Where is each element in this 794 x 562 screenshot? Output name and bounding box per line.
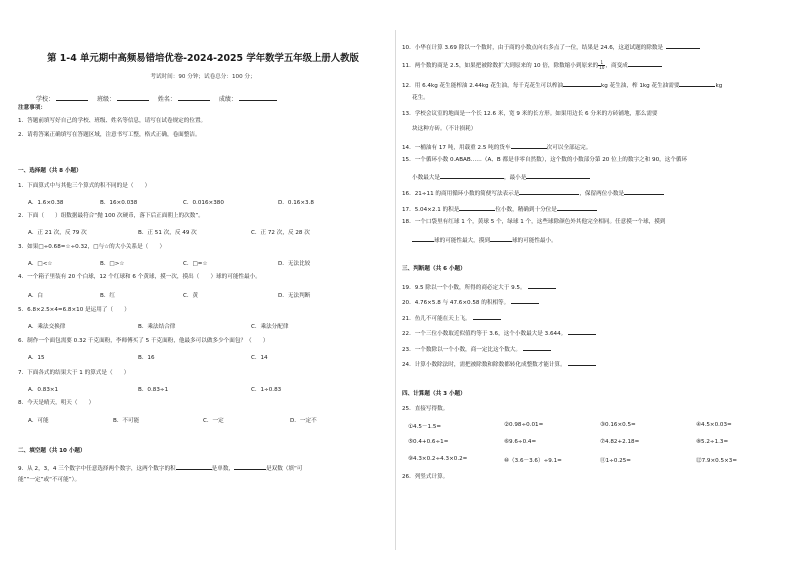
- q8-option-c[interactable]: C．一定: [203, 418, 224, 424]
- school-label: 学校：: [36, 96, 55, 103]
- q9-line1: 9．从 2，3，4 三个数字中任意选择两个数字，这两个数字的积 是单数， 是双数（填“可: [18, 463, 303, 473]
- q7-stem: 7．下面各式的结果大于 1 的算式是（ ）: [18, 370, 130, 376]
- section4-heading: 四、计算题（共 3 小题）: [402, 391, 466, 397]
- q17: 17．5.04×2.1 的积是 位小数，精确到十分位是: [402, 204, 597, 214]
- q26-stem: 26．列竖式计算。: [402, 474, 449, 480]
- calc-row-3: [408, 456, 778, 466]
- q19: 19．9.5 除以一个小数，所得的商必定大于 9.5。: [402, 282, 556, 292]
- q11-blank[interactable]: [628, 60, 662, 67]
- q4-option-b[interactable]: B．红: [100, 293, 116, 299]
- q5-option-b[interactable]: B．乘法结合律: [138, 324, 176, 330]
- q16-blank-2[interactable]: [624, 188, 664, 195]
- q15-blank-2[interactable]: [526, 172, 590, 179]
- calc-item: ⑫7.9×0.5×3=: [696, 458, 738, 464]
- q7-option-a[interactable]: A．0.83×1: [28, 387, 59, 393]
- q12-blank-1[interactable]: [563, 80, 601, 87]
- q22-answer[interactable]: [568, 328, 596, 335]
- q22: 22．一个三位小数取近似值约等于 3.6，这个小数最大是 3.644。: [402, 328, 596, 338]
- q9-line2: 能”“一定”或“不可能”）。: [18, 477, 81, 483]
- calc-item: ⑩（3.6－3.6）÷9.1=: [504, 458, 562, 464]
- q18-blank-2[interactable]: [490, 235, 512, 242]
- score-blank: [239, 94, 277, 101]
- calc-item: ②0.98÷0.01=: [504, 422, 544, 428]
- q24: 24．计算小数除法时，需把被除数和除数都转化成整数才能计算。: [402, 359, 596, 369]
- q8-option-b[interactable]: B．不可能: [113, 418, 140, 424]
- q6-option-c[interactable]: C．14: [251, 355, 268, 361]
- q1-option-b[interactable]: B．16×0.038: [100, 200, 138, 206]
- q23: 23．一个数除以一个小数，商一定比这个数大。: [402, 344, 551, 354]
- q19-answer[interactable]: [528, 282, 556, 289]
- q6-stem: 6．制作一个面包需要 0.32 千克面粉，李师傅买了 5 千克面粉，他最多可以做多少个面包？（ ）: [18, 338, 269, 344]
- name-label: 姓名：: [157, 96, 176, 103]
- q15-line1: 15．一个循环小数 0.ABAB……（A、B 都是非零自然数），这个数的小数部分第 20 位上的数字之和 90，这个循环: [402, 157, 688, 163]
- q1-option-d[interactable]: D．0.16×3.8: [278, 200, 314, 206]
- q14: 14．一桶油有 17 吨，用载重 2.5 吨的货车 次可以全部运完。: [402, 142, 591, 152]
- q15-line2: 小数最大是 ，最小是: [412, 172, 590, 182]
- q9-blank-2[interactable]: [234, 463, 266, 470]
- class-label: 班级：: [96, 96, 115, 103]
- calc-item: ⑦4.82+2.18=: [600, 439, 640, 445]
- q2-option-b[interactable]: B．正 51 次，反 49 次: [138, 230, 197, 236]
- calc-item: ⑥9.6÷0.4=: [504, 439, 537, 445]
- section1-heading: 一、选择题（共 8 小题）: [18, 168, 82, 174]
- q5-option-c[interactable]: C．乘法分配律: [251, 324, 289, 330]
- column-divider: [395, 30, 396, 550]
- q21: 21．鱼儿不可能在天上飞。: [402, 313, 501, 323]
- q11-fraction: $\frac{1}{10}$: [599, 60, 605, 70]
- q12-line1: 12．用 6.4kg 花生能榨油 2.44kg 花生油，每千克花生可以榨油 kg 花生油，榨 1kg 花生油需要 kg: [402, 80, 722, 90]
- class-blank: [117, 94, 149, 101]
- q17-blank-1[interactable]: [459, 204, 495, 211]
- q3-option-d[interactable]: D．无法比较: [278, 261, 311, 267]
- q8-option-d[interactable]: D．一定不: [290, 418, 317, 424]
- q3-stem: 3．如果□÷0.68=☆÷0.32，□与☆的大小关系是（ ）: [18, 244, 166, 250]
- q18-blank-1[interactable]: [412, 235, 434, 242]
- q4-option-a[interactable]: A．白: [28, 293, 44, 299]
- q3-option-c[interactable]: C．□=☆: [183, 261, 208, 267]
- q7-option-c[interactable]: C．1÷0.83: [251, 387, 282, 393]
- school-blank: [56, 94, 88, 101]
- q4-option-d[interactable]: D．无法判断: [278, 293, 311, 299]
- q10: 10．小华在计算 3.69 除以一个数时，由于商的小数点向右多点了一位，结果是 24.6，这道试题的除数是: [402, 42, 700, 52]
- q6-option-a[interactable]: A．15: [28, 355, 45, 361]
- calc-item: ⑨4.3×0.2÷4.3×0.2=: [408, 456, 468, 462]
- q4-option-c[interactable]: C．黄: [183, 293, 199, 299]
- calc-item: ④4.5×0.03=: [696, 422, 732, 428]
- calc-item: ①4.5－1.5=: [408, 424, 442, 430]
- q13-line2: 块这种方砖。（不计损耗）: [412, 126, 477, 132]
- score-label: 成绩：: [218, 96, 237, 103]
- q1-option-a[interactable]: A．1.6×0.38: [28, 200, 64, 206]
- q7-option-b[interactable]: B．0.83÷1: [138, 387, 169, 393]
- q17-blank-2[interactable]: [557, 204, 597, 211]
- q20: 20．4.76×5.8 与 47.6×0.58 的积相等。: [402, 297, 539, 307]
- q16-blank-1[interactable]: [519, 188, 579, 195]
- section2-heading: 二、填空题（共 10 小题）: [18, 448, 86, 454]
- q2-stem: 2．下面（ ）组数据最符合“抛 100 次硬币，落下后正面朝上的次数”。: [18, 213, 204, 219]
- student-info-row: [36, 94, 376, 103]
- q23-answer[interactable]: [523, 344, 551, 351]
- q9-blank-1[interactable]: [176, 463, 212, 470]
- calc-item: ⑤0.4+0.6÷1=: [408, 439, 449, 445]
- q1-stem: 1．下面算式中与其他三个算式的积不同的是（ ）: [18, 183, 151, 189]
- calc-item: ⑪1÷0.25=: [600, 458, 631, 464]
- q8-option-a[interactable]: A．可能: [28, 418, 49, 424]
- q11: 11．两个数的商是 2.5，如果把被除数扩大到原来的 10 倍，除数缩小到原来的 $\frac{1}{10}$ ，商变成: [402, 60, 662, 70]
- q4-stem: 4．一个箱子里装有 20 个白球，12 个红球和 6 个黄球，摸一次，摸出（ ）球的可能性最小。: [18, 274, 261, 280]
- q6-option-b[interactable]: B．16: [138, 355, 155, 361]
- q5-option-a[interactable]: A．乘法交换律: [28, 324, 66, 330]
- q2-option-a[interactable]: A．正 21 次，反 79 次: [28, 230, 87, 236]
- q16: 16．21÷11 的商用循环小数的简便写法表示是 ，保留两位小数是: [402, 188, 664, 198]
- q15-blank-1[interactable]: [440, 172, 504, 179]
- q3-option-b[interactable]: B．□>☆: [100, 261, 125, 267]
- notice-item-1: 1．答题前填写好自己的学校、班级、姓名等信息，请写在试卷规定的位置。: [18, 118, 207, 124]
- notice-heading: 注意事项：: [18, 105, 46, 111]
- name-blank: [178, 94, 210, 101]
- q12-blank-2[interactable]: [679, 80, 715, 87]
- q20-answer[interactable]: [511, 297, 539, 304]
- q21-answer[interactable]: [473, 313, 501, 320]
- q1-option-c[interactable]: C．0.016×380: [183, 200, 224, 206]
- calc-item: ③0.16×0.5=: [600, 422, 636, 428]
- q14-blank[interactable]: [511, 142, 547, 149]
- page-title: 第 1-4 单元期中高频易错培优卷-2024-2025 学年数学五年级上册人教版: [47, 53, 359, 64]
- q25-stem: 25．直接写得数。: [402, 406, 449, 412]
- calc-row-2: [408, 439, 778, 449]
- q3-option-a[interactable]: A．□<☆: [28, 261, 53, 267]
- calc-row-1: [408, 422, 778, 432]
- q2-option-c[interactable]: C．正 72 次，反 28 次: [251, 230, 310, 236]
- q12-line2: 花生。: [412, 95, 429, 101]
- q5-stem: 5．6.8×2.5×4=6.8×10 是运用了（ ）: [18, 307, 130, 313]
- q10-blank[interactable]: [666, 42, 700, 49]
- calc-item: ⑧5.2÷1.3=: [696, 439, 729, 445]
- notice-item-2: 2．请将答案正确填写在答题区域，注意书写工整，格式正确，卷面整洁。: [18, 132, 201, 138]
- q18-line1: 18．一个口袋里有红球 1 个，黄球 5 个，绿球 1 个，这些球除颜色外其他完全相同。任意摸一个球，摸到: [402, 219, 666, 225]
- q13-line1: 13．学校会议室的地面是一个长 12.6 米，宽 9 米的长方形。如果用边长 6 分米的方砖铺地，那么需要: [402, 111, 658, 117]
- section3-heading: 三、判断题（共 6 小题）: [402, 266, 466, 272]
- q24-answer[interactable]: [568, 359, 596, 366]
- q8-stem: 8．今天是晴天，明天（ ）: [18, 400, 95, 406]
- q18-line2: 球的可能性最大，摸到 球的可能性最小。: [412, 235, 557, 245]
- exam-info: 考试时间：90 分钟；试卷总分：100 分；: [150, 74, 256, 80]
